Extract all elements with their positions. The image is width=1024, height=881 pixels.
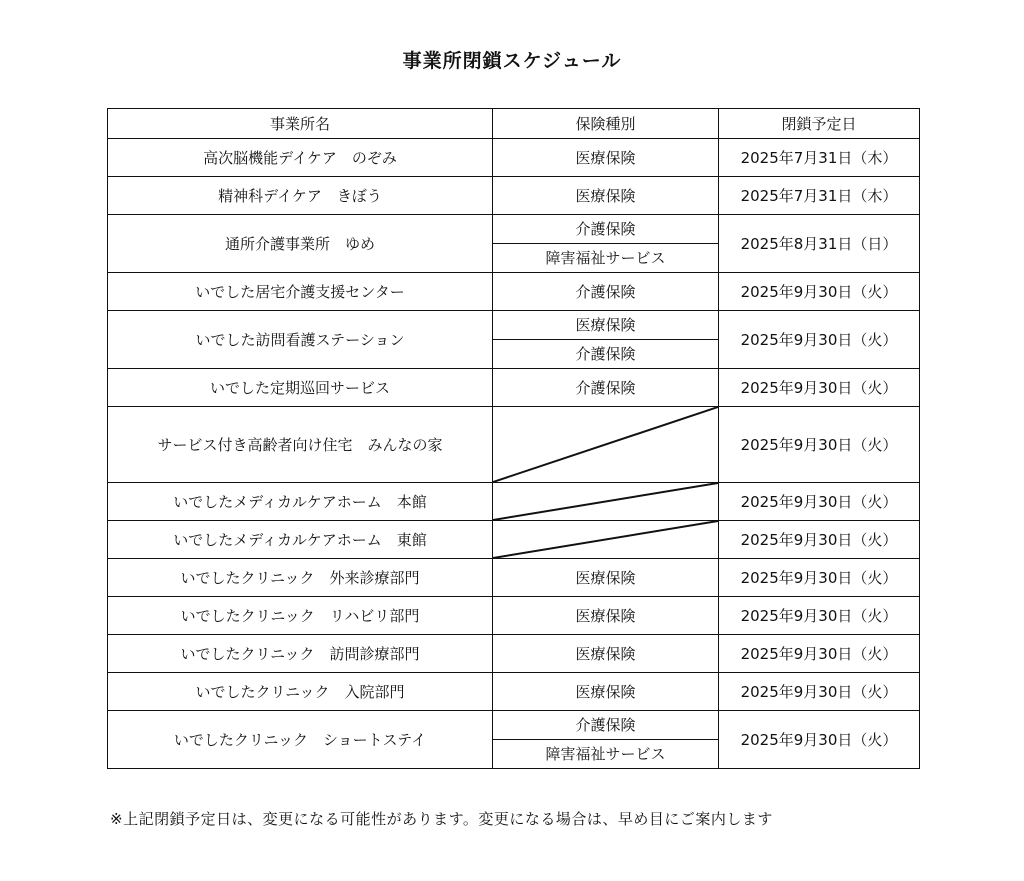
facility-name-cell: 高次脳機能デイケア のぞみ [108, 139, 493, 177]
insurance-type-cell: 介護保険 [493, 273, 719, 311]
insurance-type-cell: 医療保険 [493, 559, 719, 597]
not-applicable-cell [493, 521, 719, 559]
not-applicable-cell [493, 407, 719, 483]
table-row [108, 597, 920, 635]
closing-date-cell: 2025年7月31日（木） [719, 139, 920, 177]
footnote: ※上記閉鎖予定日は、変更になる可能性があります。変更になる場合は、早め目にご案内します [110, 810, 773, 828]
closing-date-cell: 2025年9月30日（火） [719, 711, 920, 769]
insurance-type-cell: 介護保険 [493, 340, 719, 369]
insurance-type-cell: 医療保険 [493, 597, 719, 635]
facility-name-cell: 精神科デイケア きぼう [108, 177, 493, 215]
facility-name-cell: いでしたメディカルケアホーム 東館 [108, 521, 493, 559]
diagonal-strike-line [493, 521, 718, 558]
facility-name-cell: いでしたクリニック 訪問診療部門 [108, 635, 493, 673]
table-row [108, 521, 920, 559]
closing-date-cell: 2025年9月30日（火） [719, 521, 920, 559]
closing-date-cell: 2025年9月30日（火） [719, 673, 920, 711]
insurance-type-cell: 医療保険 [493, 311, 719, 340]
closing-date-cell: 2025年9月30日（火） [719, 635, 920, 673]
table-row [108, 711, 920, 740]
page-title: 事業所閉鎖スケジュール [402, 50, 622, 72]
insurance-column-header: 保険種別 [493, 109, 719, 139]
table-row [108, 139, 920, 177]
insurance-type-cell: 介護保険 [493, 711, 719, 740]
table-row [108, 635, 920, 673]
insurance-type-cell: 障害福祉サービス [493, 244, 719, 273]
closing-date-cell: 2025年9月30日（火） [719, 597, 920, 635]
closing-date-cell: 2025年9月30日（火） [719, 407, 920, 483]
facility-name-cell: サービス付き高齢者向け住宅 みんなの家 [108, 407, 493, 483]
table-row [108, 407, 920, 483]
facility-name-cell: いでした訪問看護ステーション [108, 311, 493, 369]
closing-date-column-header: 閉鎖予定日 [719, 109, 920, 139]
insurance-type-cell: 医療保険 [493, 139, 719, 177]
facility-name-cell: いでしたクリニック リハビリ部門 [108, 597, 493, 635]
closing-date-cell: 2025年9月30日（火） [719, 559, 920, 597]
closing-date-cell: 2025年9月30日（火） [719, 369, 920, 407]
facility-name-cell: いでした定期巡回サービス [108, 369, 493, 407]
closing-date-cell: 2025年8月31日（日） [719, 215, 920, 273]
table-row [108, 483, 920, 521]
table-row [108, 673, 920, 711]
not-applicable-cell [493, 483, 719, 521]
table-header-row [108, 109, 920, 139]
table-row [108, 559, 920, 597]
closing-date-cell: 2025年9月30日（火） [719, 483, 920, 521]
table-row [108, 273, 920, 311]
closing-date-cell: 2025年7月31日（木） [719, 177, 920, 215]
facility-name-cell: いでしたクリニック 入院部門 [108, 673, 493, 711]
table-row [108, 311, 920, 340]
insurance-type-cell: 介護保険 [493, 369, 719, 407]
insurance-type-cell: 医療保険 [493, 635, 719, 673]
insurance-type-cell: 医療保険 [493, 673, 719, 711]
facility-name-cell: 通所介護事業所 ゆめ [108, 215, 493, 273]
closing-date-cell: 2025年9月30日（火） [719, 273, 920, 311]
insurance-type-cell: 医療保険 [493, 177, 719, 215]
diagonal-strike-line [493, 483, 718, 520]
facility-name-cell: いでしたクリニック 外来診療部門 [108, 559, 493, 597]
table-row [108, 177, 920, 215]
closing-date-cell: 2025年9月30日（火） [719, 311, 920, 369]
table-row [108, 369, 920, 407]
closure-schedule-table [107, 108, 920, 769]
insurance-type-cell: 障害福祉サービス [493, 740, 719, 769]
table-row [108, 215, 920, 244]
facility-name-cell: いでしたメディカルケアホーム 本館 [108, 483, 493, 521]
diagonal-strike-line [493, 407, 718, 482]
insurance-type-cell: 介護保険 [493, 215, 719, 244]
facility-name-cell: いでした居宅介護支援センター [108, 273, 493, 311]
facility-name-cell: いでしたクリニック ショートステイ [108, 711, 493, 769]
facility-column-header: 事業所名 [108, 109, 493, 139]
